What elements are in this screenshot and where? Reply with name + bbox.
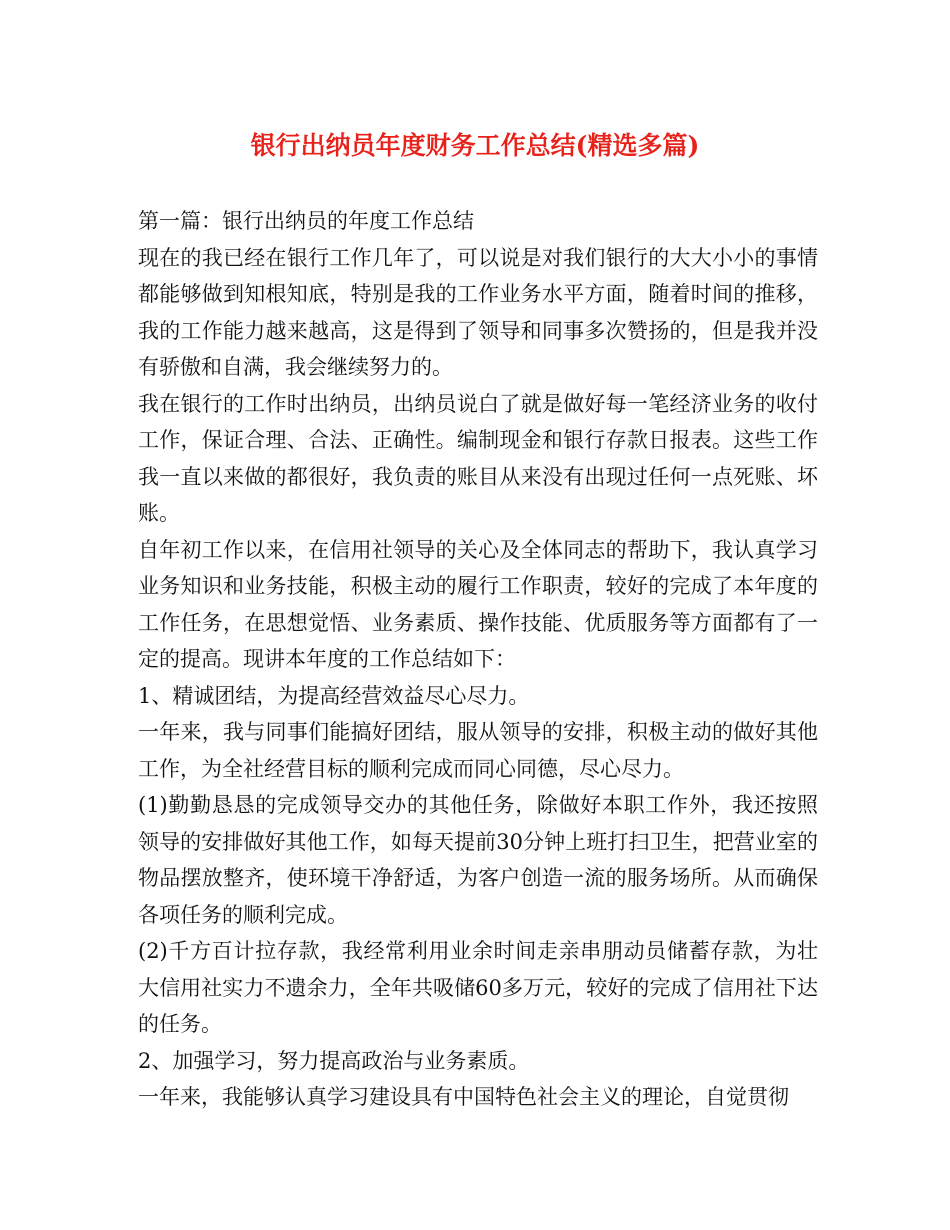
document-title: 银行出纳员年度财务工作总结(精选多篇) <box>250 131 700 160</box>
body-paragraph: 一年来，我与同事们能搞好团结，服从领导的安排，积极主动的做好其他工作，为全社经营目标的顺利完成而同心同德，尽心尽力。 <box>138 720 818 781</box>
section-heading: 第一篇：银行出纳员的年度工作总结 <box>138 209 474 233</box>
numbered-heading: 1、精诚团结，为提高经营效益尽心尽力。 <box>138 683 530 708</box>
body-paragraph: 一年来，我能够认真学习建设具有中国特色社会主义的理论，自觉贯彻 <box>138 1085 789 1109</box>
body-paragraph: 自年初工作以来，在信用社领导的关心及全体同志的帮助下，我认真学习业务知识和业务技能，积极主动的履行工作职责，较好的完成了本年度的工作任务，在思想觉悟、业务素质、操作技能、优质服务等方面都有了一定的提高。现讲本年度的工作总结如下： <box>138 537 818 671</box>
body-paragraph: 我在银行的工作时出纳员，出纳员说白了就是做好每一笔经济业务的收付工作，保证合理、合法、正确性。编制现金和银行存款日报表。这些工作我一直以来做的都很好，我负责的账目从来没有出现过任何一点死账、坏账。 <box>138 391 818 525</box>
body-paragraph: (1)勤勤恳恳的完成领导交办的其他任务，除做好本职工作外，我还按照领导的安排做好其他工作，如每天提前30分钟上班打扫卫生，把营业室的物品摆放整齐，使环境干净舒适，为客户创造一流的服务场所。从而确保各项任务的顺利完成。 <box>138 793 818 927</box>
numbered-heading: 2、加强学习，努力提高政治与业务素质。 <box>138 1048 530 1073</box>
body-paragraph: (2)千方百计拉存款，我经常利用业余时间走亲串朋动员储蓄存款，为壮大信用社实力不遗余力，全年共吸储60多万元，较好的完成了信用社下达的任务。 <box>138 939 818 1036</box>
document-body <box>138 203 818 1116</box>
body-paragraph: 现在的我已经在银行工作几年了，可以说是对我们银行的大大小小的事情都能够做到知根知底，特别是我的工作业务水平方面，随着时间的推移，我的工作能力越来越高，这是得到了领导和同事多次赞扬的，但是我并没有骄傲和自满，我会继续努力的。 <box>138 245 818 379</box>
